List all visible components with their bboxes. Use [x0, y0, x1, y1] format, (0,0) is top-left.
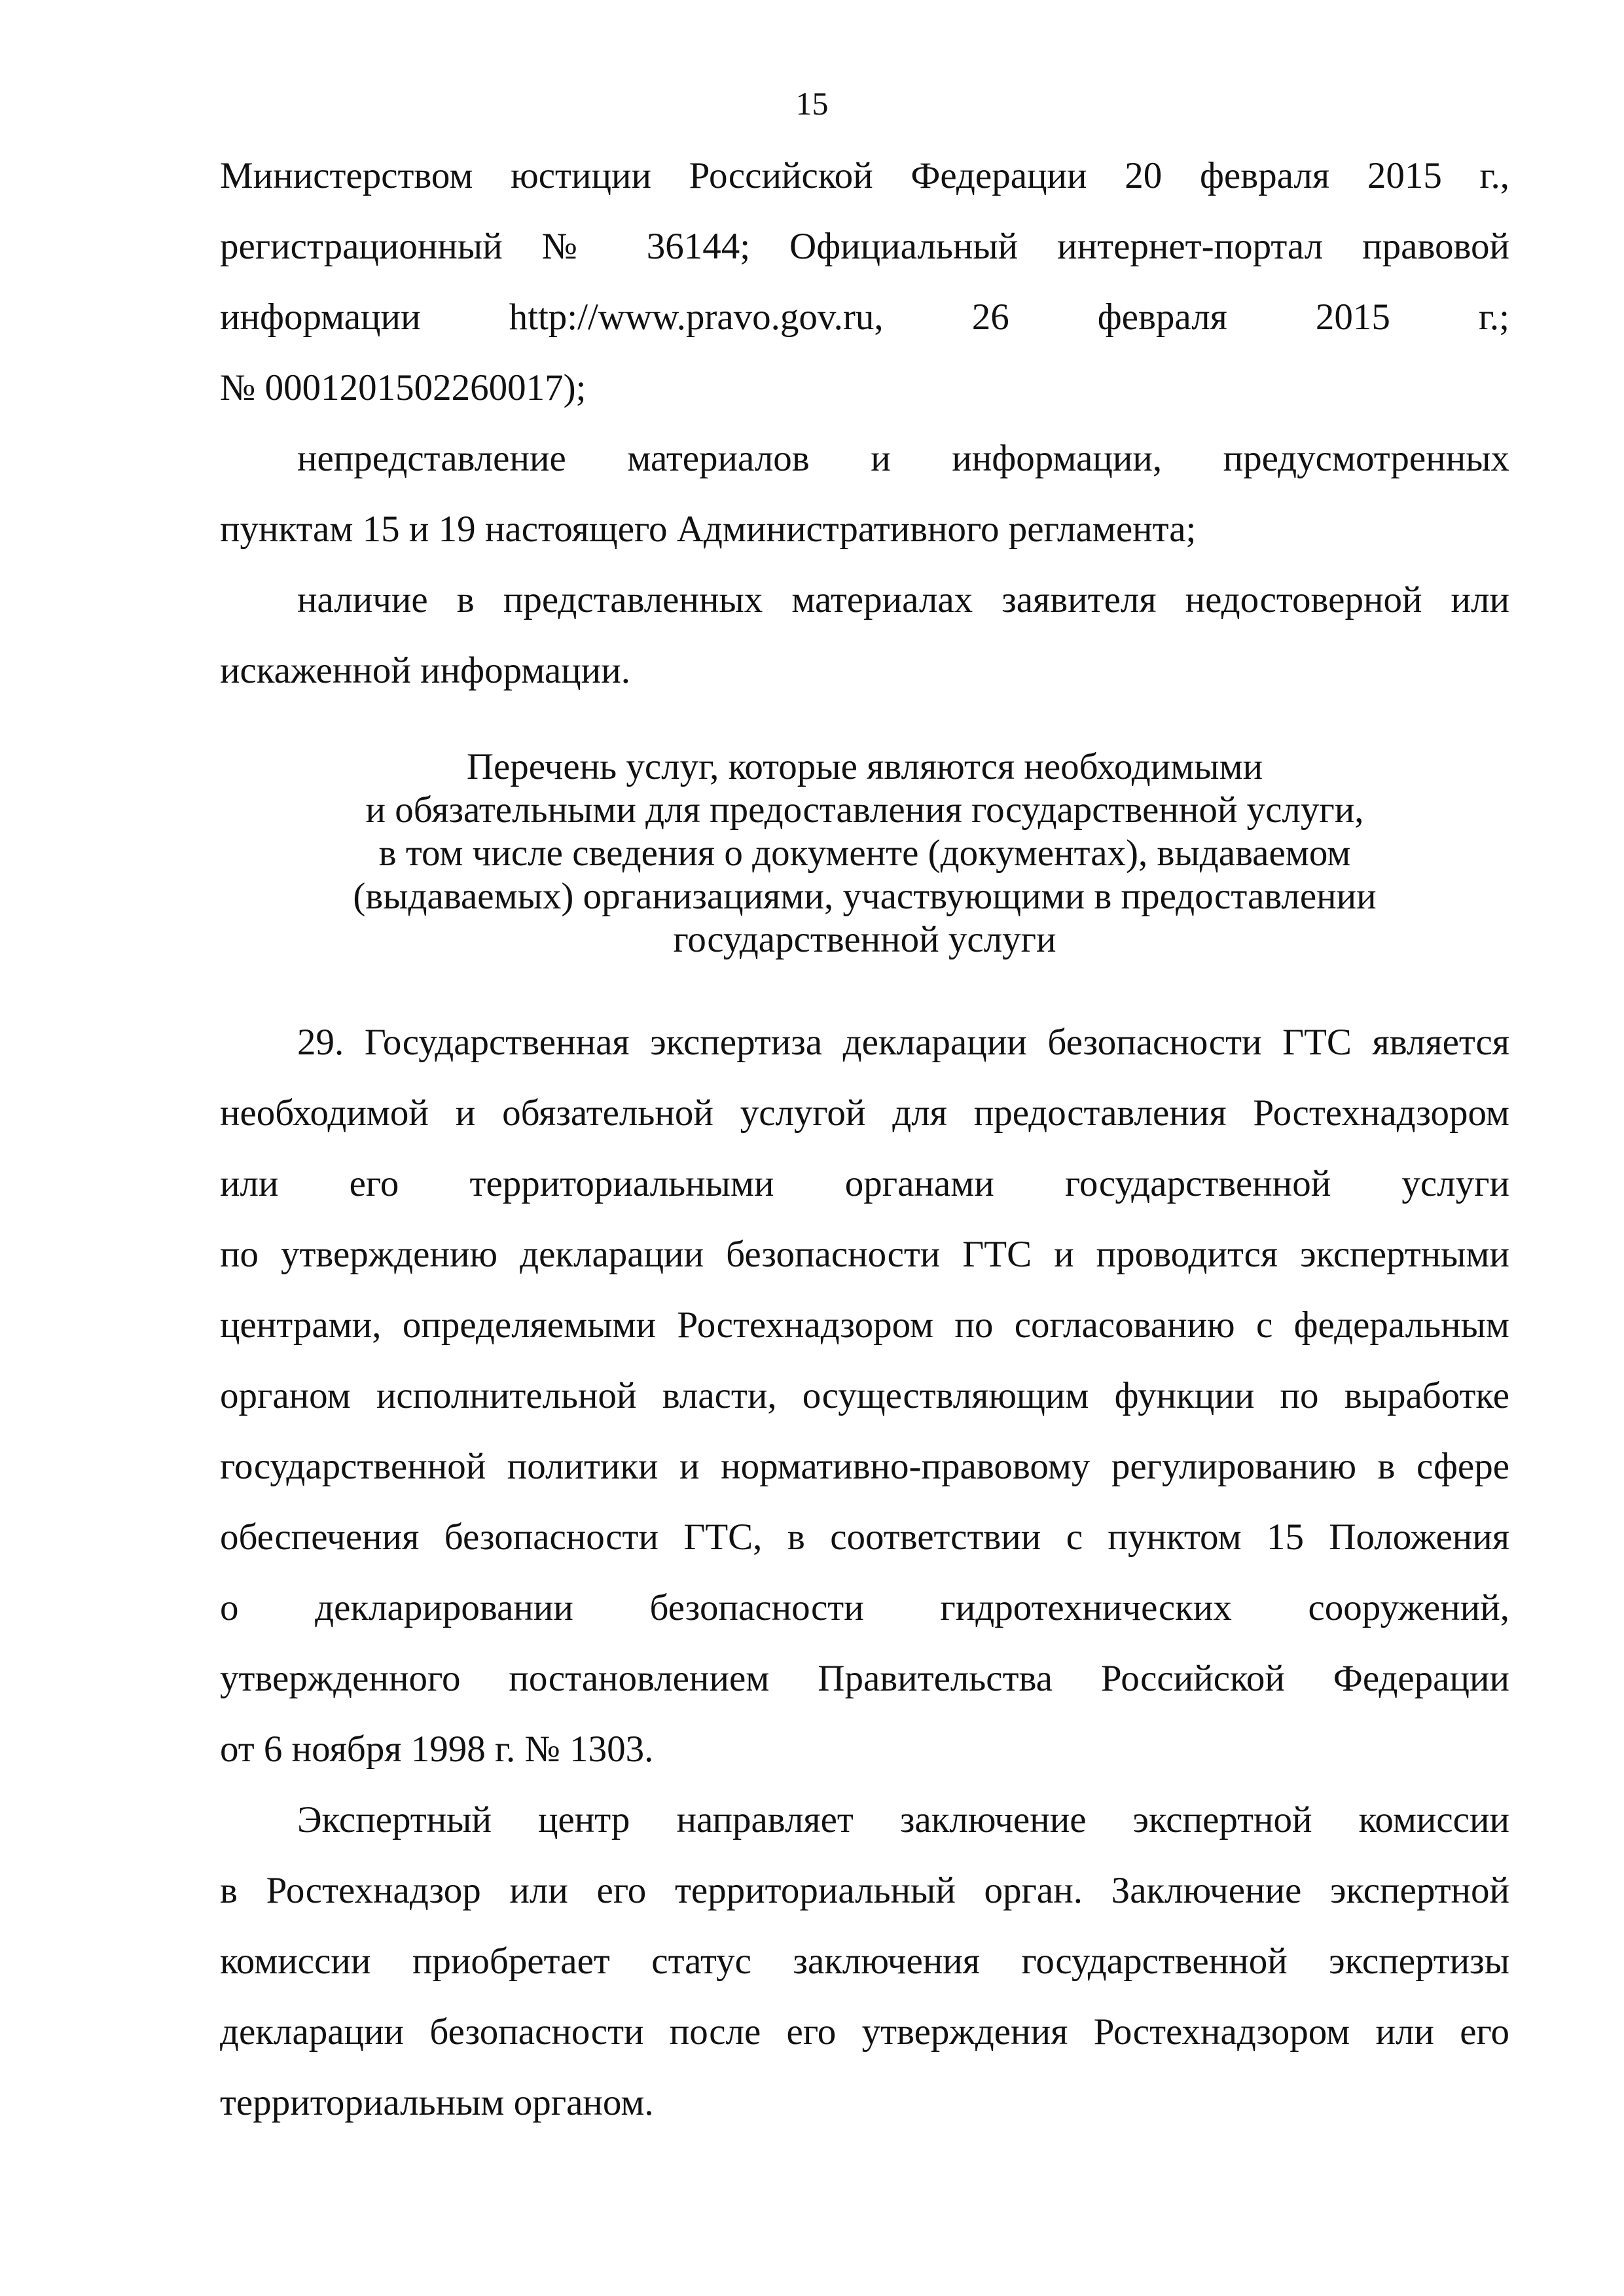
paragraph-false-info [220, 565, 1509, 706]
text-line: Министерством юстиции Российской Федерации 20 февраля 2015 г., [220, 155, 1509, 196]
text-line: регистрационный № 36144; Официальный интернет-портал правовой [220, 226, 1509, 267]
paragraph-29 [220, 1007, 1509, 1785]
text-line: наличие в представленных материалах заявителя недостоверной или [297, 579, 1509, 620]
text-line: 29. Государственная экспертиза декларации безопасности ГТС является [297, 1022, 1509, 1063]
text-line: государственной политики и нормативно-правовому регулированию в сфере [220, 1446, 1509, 1487]
text-line: по утверждению декларации безопасности ГТС и проводится экспертными [220, 1234, 1509, 1275]
document-body [220, 141, 1509, 2138]
text-line: центрами, определяемыми Ростехнадзором по согласованию с федеральным [220, 1304, 1509, 1346]
text-line: от 6 ноября 1998 г. № 1303. [220, 1729, 654, 1770]
heading-line: Перечень услуг, которые являются необходимыми [466, 746, 1263, 787]
text-line: декларации безопасности после его утверждения Ростехнадзором или его [220, 2011, 1509, 2053]
text-line: в Ростехнадзор или его территориальный орган. Заключение экспертной [220, 1870, 1509, 1911]
text-line: непредставление материалов и информации, предусмотренных [297, 438, 1509, 479]
text-line: утвержденного постановлением Правительства Российской Федерации [220, 1658, 1509, 1699]
paragraph-continuation [220, 141, 1509, 423]
text-line: необходимой и обязательной услугой для предоставления Ростехнадзором [220, 1092, 1509, 1134]
text-line: искаженной информации. [220, 650, 630, 691]
text-line: органом исполнительной власти, осуществляющим функции по выработке [220, 1375, 1509, 1416]
text-line: территориальным органом. [220, 2082, 654, 2123]
paragraph-expert-center [220, 1785, 1509, 2138]
text-line: о декларировании безопасности гидротехнических сооружений, [220, 1587, 1509, 1628]
text-line: № 0001201502260017); [220, 367, 586, 408]
paragraph-nonsubmission [220, 423, 1509, 565]
page-number: 15 [795, 85, 829, 122]
text-line: пунктам 15 и 19 настоящего Административного регламента; [220, 509, 1197, 550]
text-line: или его территориальными органами государственной услуги [220, 1163, 1509, 1204]
text-line: информации http://www.pravo.gov.ru, 26 февраля 2015 г.; [220, 296, 1509, 338]
section-heading [220, 745, 1509, 961]
text-line: комиссии приобретает статус заключения государственной экспертизы [220, 1941, 1509, 1982]
heading-line: государственной услуги [673, 919, 1056, 960]
text-line: обеспечения безопасности ГТС, в соответствии с пунктом 15 Положения [220, 1516, 1509, 1558]
text-line: Экспертный центр направляет заключение экспертной комиссии [297, 1799, 1509, 1840]
heading-line: и обязательными для предоставления государственной услуги, [365, 789, 1364, 831]
heading-line: в том числе сведения о документе (документах), выдаваемом [378, 833, 1351, 874]
heading-line: (выдаваемых) организациями, участвующими в предоставлении [353, 876, 1377, 917]
